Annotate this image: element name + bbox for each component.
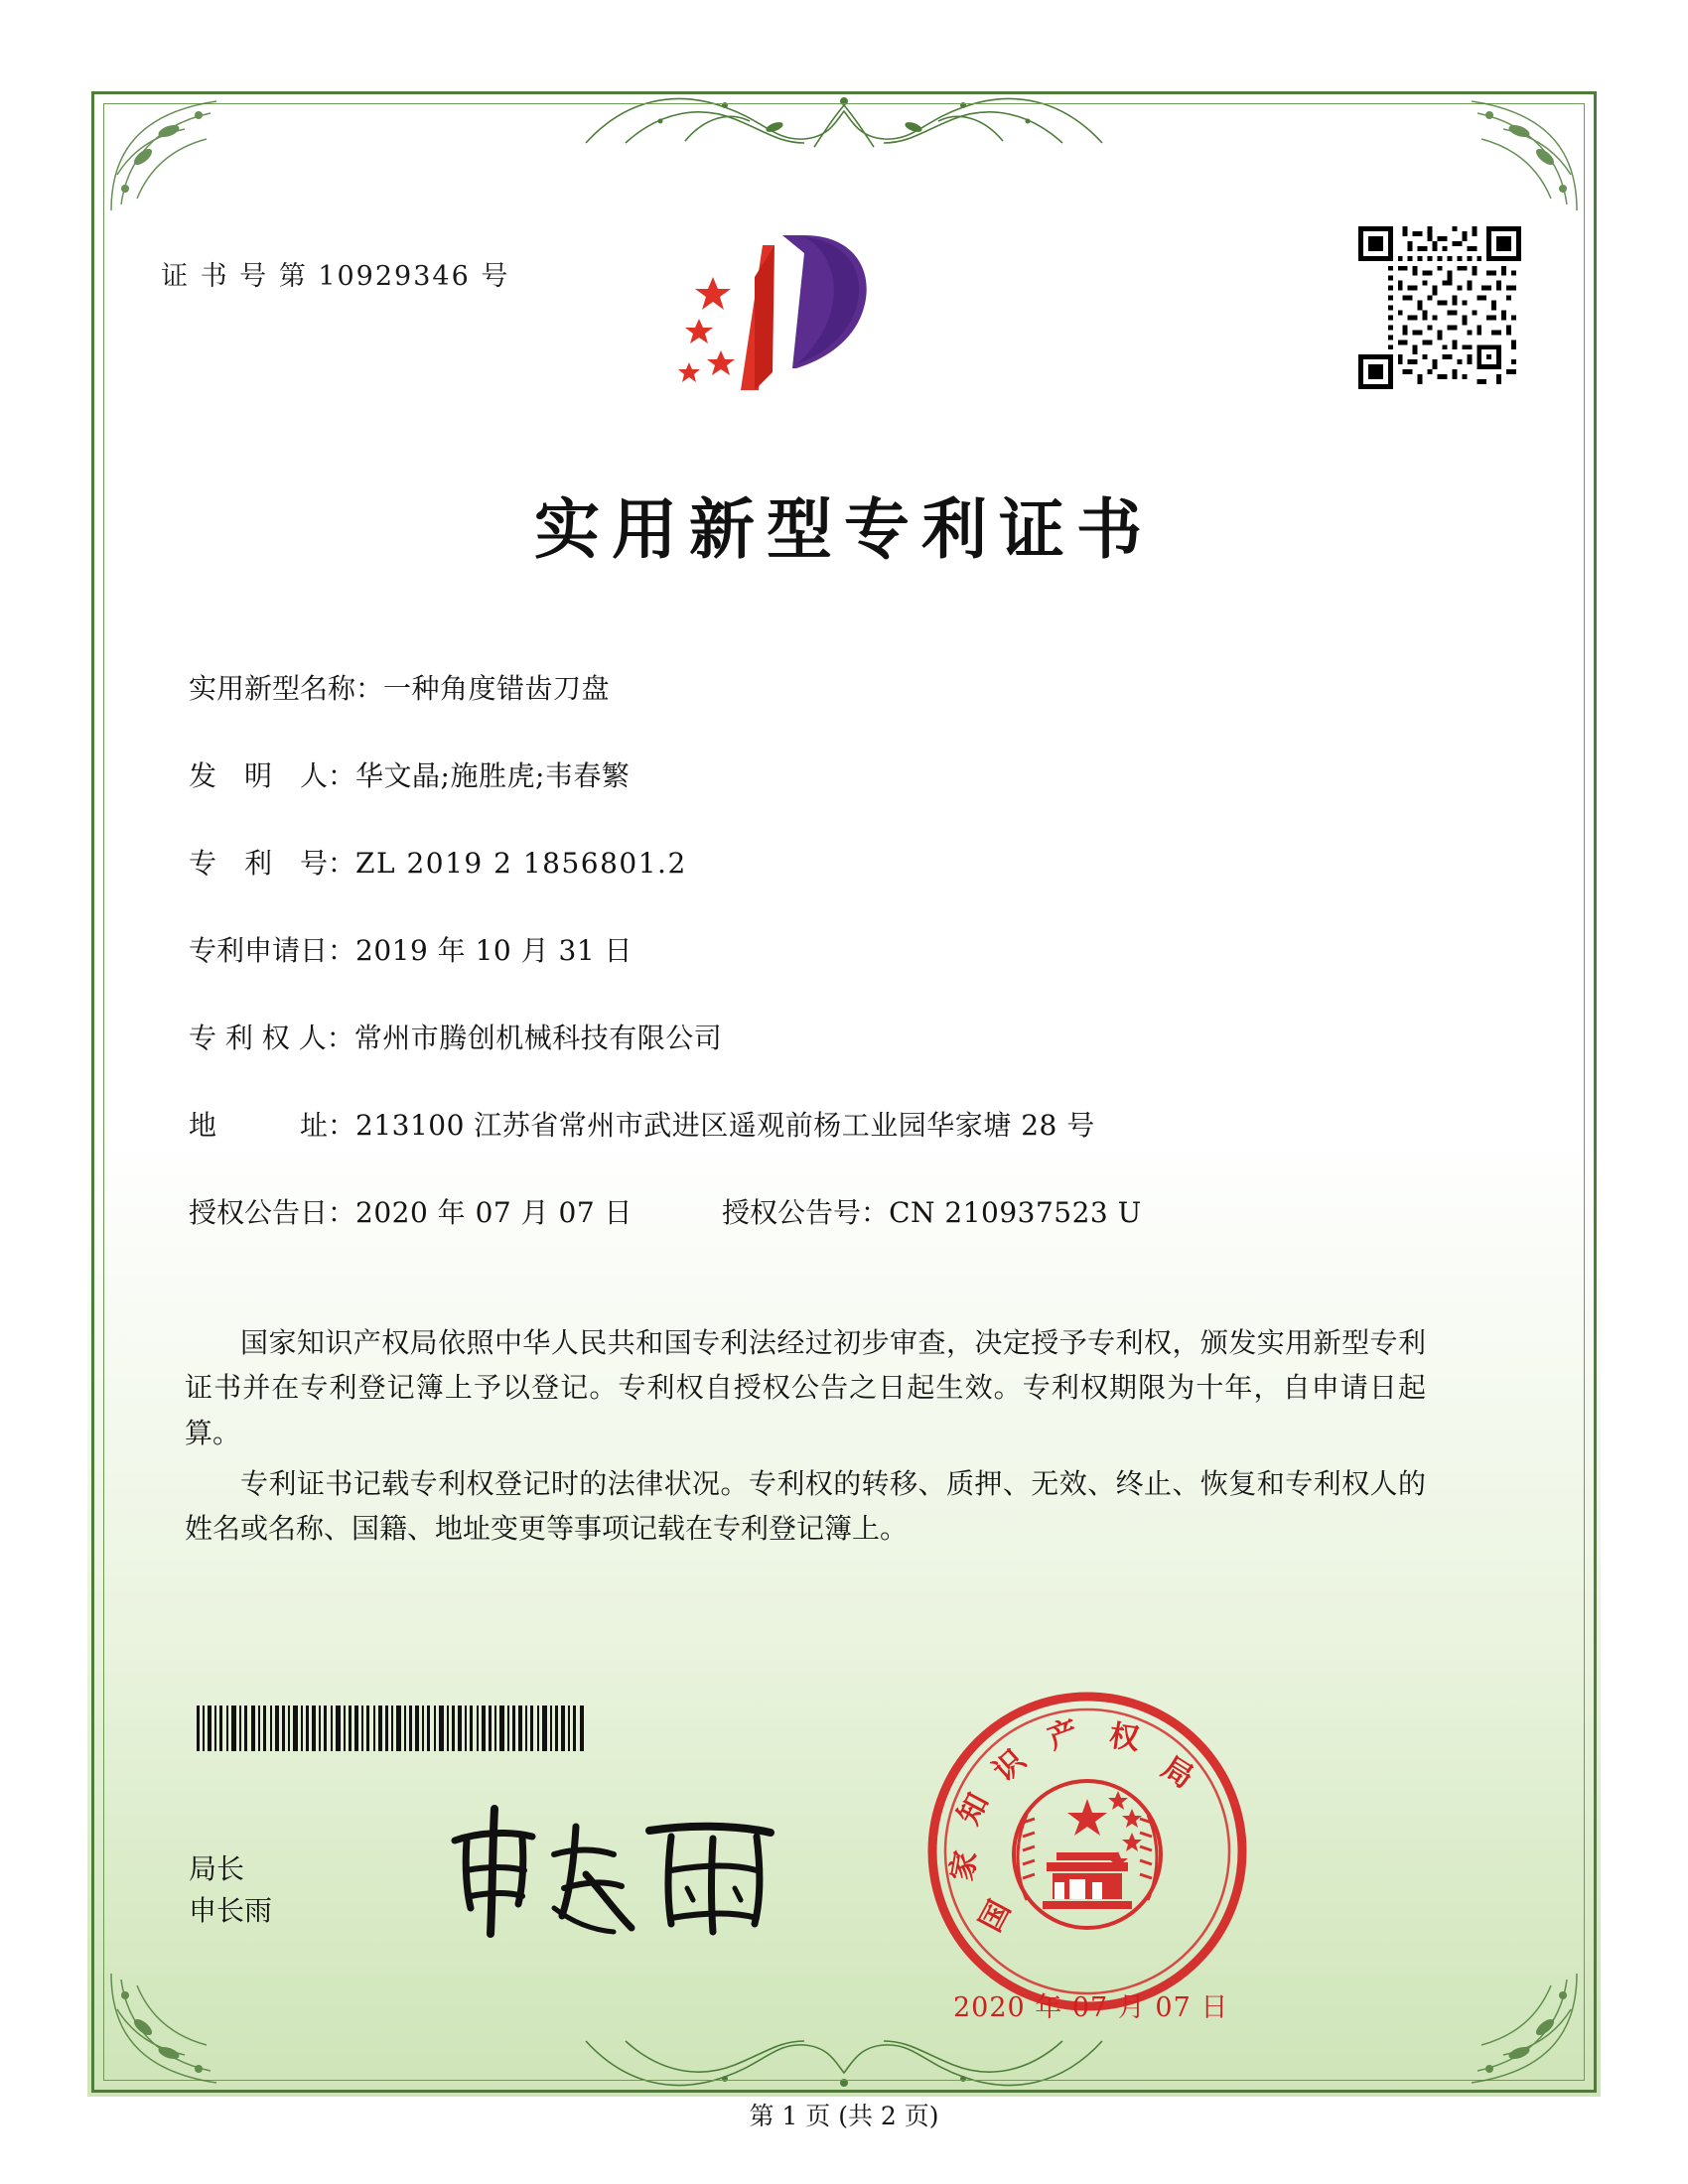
qr-code-icon	[1358, 226, 1521, 389]
certificate-number: 证 书 号 第 10929346 号	[161, 261, 510, 292]
page-footer: 第 1 页 (共 2 页)	[749, 2102, 939, 2130]
cnipa-logo-icon	[655, 223, 914, 422]
field-label: 实用新型名称：	[189, 672, 384, 705]
grant-date-value: 2020 年 07 月 07 日	[355, 1196, 633, 1229]
svg-text:局: 局	[1155, 1750, 1199, 1796]
legal-paragraph-2: 专利证书记载专利权登记时的法律状况。专利权的转移、质押、无效、终止、恢复和专利权人的姓名或名称、国籍、地址变更等事项记载在专利登记簿上。	[185, 1467, 1426, 1546]
svg-text:识: 识	[986, 1742, 1033, 1789]
field-value: 常州市腾创机械科技有限公司	[353, 1022, 723, 1054]
field-label: 专 利 号：	[189, 847, 356, 880]
field-value: 华文晶;施胜虎;韦春繁	[355, 759, 631, 792]
field-row-application-date	[189, 929, 1440, 969]
field-label: 地 址：	[189, 1109, 356, 1142]
legal-paragraph-1: 国家知识产权局依照中华人民共和国专利法经过初步审查，决定授予专利权，颁发实用新型专利证书并在专利登记簿上予以登记。专利权自授权公告之日起生效。专利权期限为十年，自申请日起算。	[185, 1326, 1426, 1449]
field-label: 专利申请日：	[189, 934, 356, 967]
field-value: ZL 2019 2 1856801.2	[355, 847, 687, 880]
signature-role: 局长	[189, 1852, 245, 1885]
svg-text:国: 国	[973, 1894, 1019, 1938]
seal-date: 2020 年 07 月 07 日	[953, 1992, 1229, 2023]
field-value: 2019 年 10 月 31 日	[355, 934, 633, 967]
field-list	[189, 667, 1440, 1279]
field-row-grant	[189, 1191, 1440, 1231]
field-value: 一种角度错齿刀盘	[383, 672, 611, 705]
corner-flourish-top-right	[1462, 95, 1581, 225]
signature-block	[189, 1848, 272, 1932]
field-value: 213100 江苏省常州市武进区遥观前杨工业园华家塘 28 号	[355, 1109, 1095, 1142]
corner-flourish-bottom-right	[1462, 1959, 1581, 2089]
field-row-patentee	[189, 1017, 1440, 1056]
official-seal	[923, 1688, 1251, 2015]
legal-text	[185, 1320, 1426, 1558]
grant-date-label: 授权公告日：	[189, 1196, 356, 1229]
grant-number-label: 授权公告号：	[722, 1196, 890, 1229]
page-title: 实用新型专利证书	[534, 490, 1154, 568]
signature-name: 申长雨	[189, 1894, 273, 1927]
barcode-icon	[195, 1706, 592, 1751]
grant-number-value: CN 210937523 U	[889, 1196, 1142, 1229]
corner-flourish-top-left	[107, 95, 226, 225]
svg-text:权: 权	[1106, 1718, 1142, 1758]
svg-text:知: 知	[951, 1787, 997, 1831]
svg-text:家: 家	[944, 1847, 985, 1884]
svg-text:产: 产	[1043, 1713, 1083, 1757]
handwritten-signature	[437, 1797, 794, 1946]
corner-flourish-bottom-left	[107, 1959, 226, 2089]
field-row-inventors	[189, 754, 1440, 794]
field-label: 专 利 权 人：	[189, 1022, 354, 1054]
field-row-patent-number	[189, 842, 1440, 882]
field-label: 发 明 人：	[189, 759, 356, 792]
field-row-name	[189, 667, 1440, 707]
field-row-address	[189, 1104, 1440, 1144]
